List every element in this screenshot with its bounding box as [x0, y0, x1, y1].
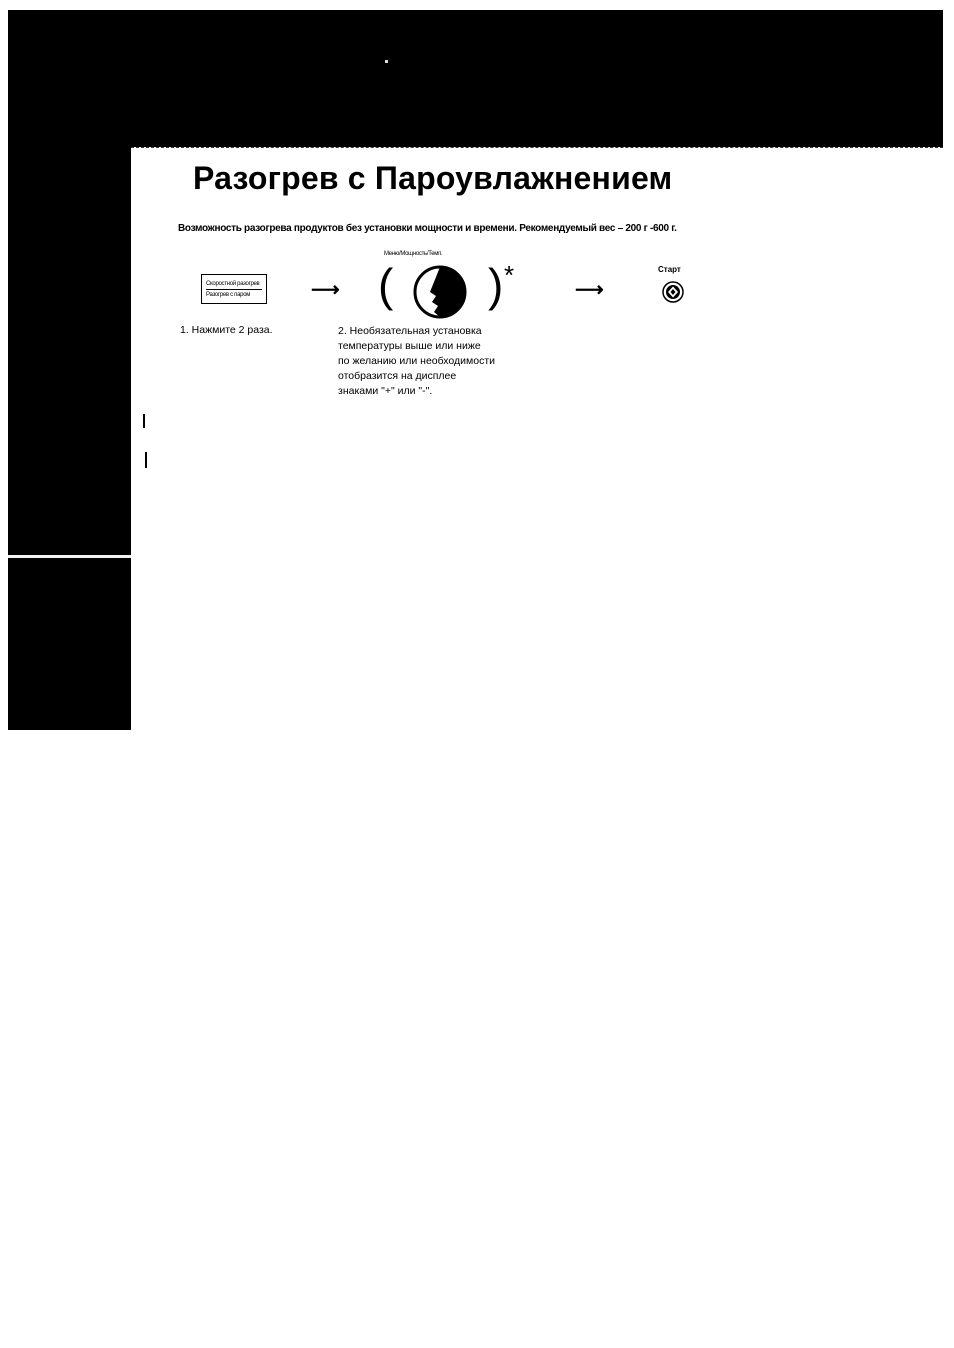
optional-asterisk: * [504, 260, 515, 290]
page-title: Разогрев с Пароувлажнением [193, 160, 673, 196]
right-arrow-icon: ⟶ [575, 279, 604, 301]
button-label-bottom: Разогрев с паром [206, 291, 251, 298]
intro-text: Возможность разогрева продуктов без установки мощности и времени. Рекомендуемый вес – 200 г -600 г. [178, 223, 677, 234]
dial-label: Меню/Мощность/Темп. [384, 251, 443, 257]
scan-mark [145, 452, 147, 468]
paren-open: ( [378, 259, 394, 311]
scan-speck [385, 60, 388, 63]
scan-border-top [8, 10, 943, 147]
step2-instruction: 2. Необязательная установка температуры выше или ниже по желанию или необходимости отобразится на дисплее знаками "+" или "-". [338, 325, 496, 397]
scan-border-left [8, 10, 131, 730]
start-button-icon[interactable] [662, 281, 684, 303]
scan-mark [143, 414, 145, 428]
reheat-steam-button[interactable] [201, 274, 267, 304]
step1-instruction: 1. Нажмите 2 раза. [180, 324, 273, 336]
paren-close: ) [488, 259, 504, 311]
right-arrow-icon: ⟶ [311, 279, 340, 301]
scan-border-gap [8, 555, 131, 558]
button-label-top: Скоростной разогрев [206, 280, 262, 290]
dial-knob-icon[interactable] [410, 262, 470, 322]
start-label: Старт [658, 265, 681, 274]
scan-page-edge [131, 147, 943, 152]
